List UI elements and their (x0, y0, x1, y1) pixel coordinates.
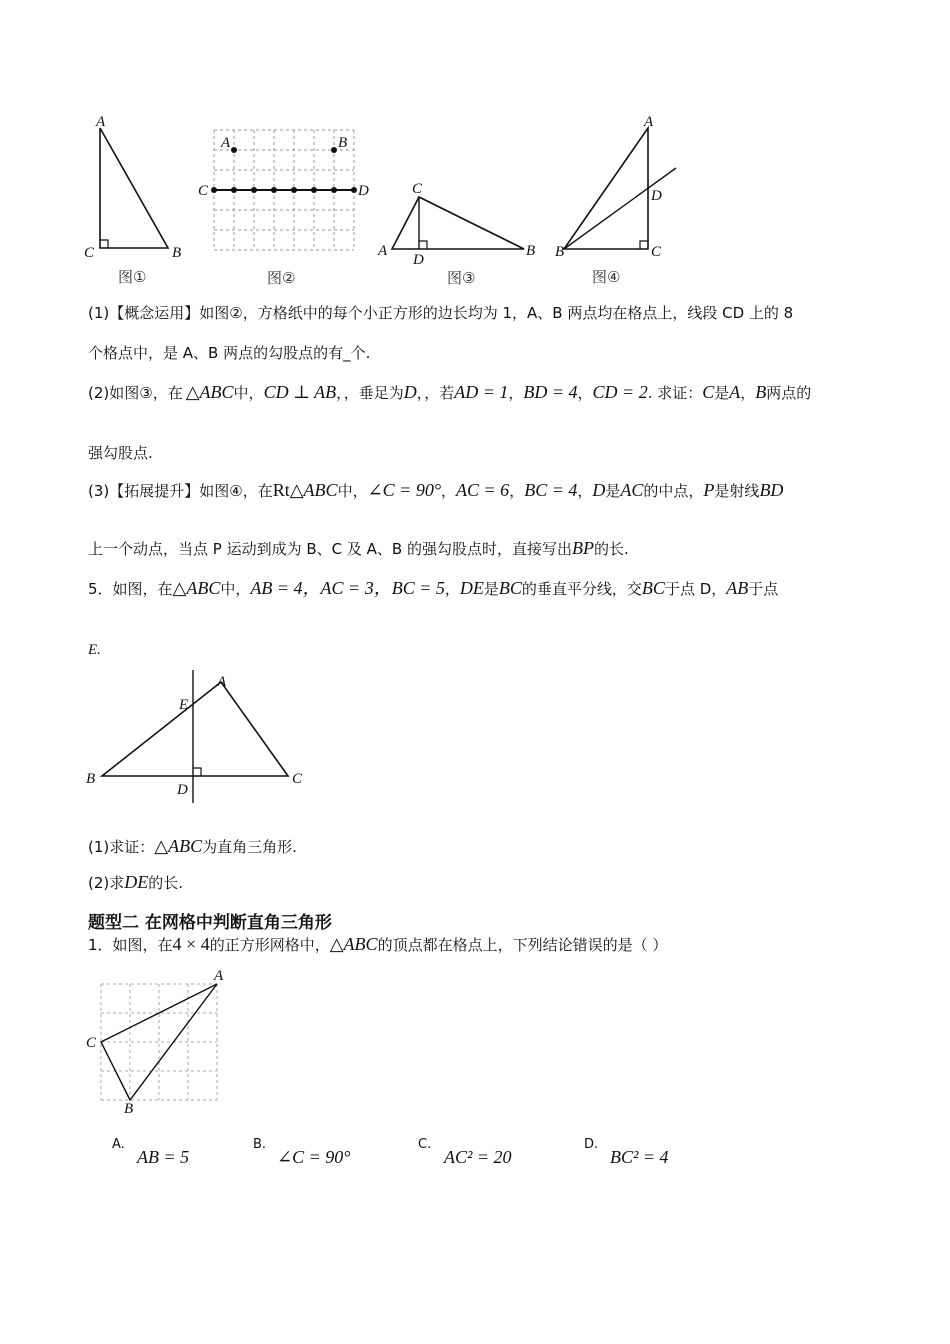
text: (2)如图③，在 (88, 384, 183, 402)
math-de: DE (459, 578, 484, 598)
math-perp: CD ⊥ AB (263, 382, 337, 402)
label-a: A (214, 968, 224, 984)
text: 的长. (148, 874, 184, 892)
math-bc: BC = 5 (391, 578, 445, 598)
math-bc2: BC (498, 578, 522, 598)
math-de: DE (124, 872, 149, 892)
caption-fig4: 图④ (592, 268, 621, 286)
right-angle-mark (100, 240, 108, 248)
text: 5．如图，在 (88, 580, 173, 598)
option-d-key[interactable]: D. (584, 1137, 599, 1152)
option-c-value[interactable]: AC² = 20 (444, 1147, 512, 1167)
math-ac: AC = 3， (320, 578, 392, 598)
q4-part3-line1: (3)【拓展提升】如图④，在Rt△ABC中，∠C = 90°，AC = 6，BC = 4，D是AC的中点，P是射线BD (88, 480, 784, 500)
q4-part1-line2: 个格点中，是 A、B 两点的勾股点的有_个. (88, 344, 371, 362)
math-cd: CD = 2 (592, 382, 648, 402)
math-a: A (729, 382, 741, 402)
q5-line2: E. (88, 642, 101, 658)
math-grid: 4 × 4 (172, 934, 210, 954)
figure-3 (375, 175, 545, 290)
math-triangle: △ABC (172, 578, 221, 598)
q5-sub2 (88, 872, 183, 893)
q4-part3-line2 (88, 538, 629, 559)
label-b: B (86, 771, 96, 787)
text: 1．如图，在 (88, 936, 173, 954)
math-d: D (403, 382, 417, 402)
math-bd: BD (759, 480, 784, 500)
label-a: A (378, 243, 388, 259)
label-a: A (644, 114, 654, 130)
right-angle-mark (640, 241, 648, 249)
math-c: C (702, 382, 715, 402)
text: 上一个动点，当点 P 运动到成为 B、C 及 A、B 的强勾股点时，直接写出 (88, 540, 572, 558)
label-c: C (412, 181, 423, 197)
triangle-abc (100, 128, 168, 248)
right-angle-mark (193, 768, 201, 776)
label-d: D (413, 252, 424, 268)
caption-fig1: 图① (118, 268, 147, 286)
label-c: C (84, 245, 95, 261)
label-c: C (292, 771, 303, 787)
label-c: C (86, 1035, 97, 1051)
text: 于点 D， (664, 580, 727, 598)
math-triangle: △ABC (289, 480, 338, 500)
text: ，垂足为 (343, 384, 404, 402)
label-e: E (179, 697, 189, 713)
text: 为直角三角形. (202, 838, 297, 856)
label-b: B (338, 135, 348, 151)
q4-part2-line1: (2)如图③，在 △ABC中，CD ⊥ AB，，垂足为D，，若AD = 1，BD = 4，CD = 2. 求证：C是A，B两点的 (88, 382, 812, 402)
option-b-key[interactable]: B. (253, 1137, 267, 1152)
option-b-value[interactable]: ∠C = 90° (277, 1147, 351, 1167)
math-ac: AC = 6 (456, 480, 510, 500)
math-triangle: △ABC (185, 382, 234, 402)
section-title: 题型二 在网格中判断直角三角形 (88, 913, 332, 933)
math-b: B (755, 382, 767, 402)
text: (2)求 (88, 874, 125, 892)
text: 于点 (748, 580, 779, 598)
text: 中， (220, 580, 251, 598)
math-ab: AB = 4， (250, 578, 321, 598)
text: 是射线 (714, 482, 760, 500)
text: 是 (605, 482, 621, 500)
caption-fig2: 图② (267, 269, 296, 287)
option-c-key[interactable]: C. (418, 1137, 432, 1152)
math-bp: BP (571, 538, 594, 558)
label-a: A (217, 674, 227, 690)
math-triangle: △ABC (329, 934, 378, 954)
q5-line1: 5．如图，在△ABC中，AB = 4，AC = 3，BC = 5，DE是BC的垂直平分线，交BC于点 D，AB于点 (88, 578, 779, 598)
q4-part2-line2: 强勾股点. (88, 444, 153, 462)
text: 中， (233, 384, 264, 402)
text: (1)求证： (88, 838, 155, 856)
label-a: A (221, 135, 231, 151)
label-d: D (358, 183, 369, 199)
text: 的长. (593, 540, 629, 558)
label-d: D (651, 188, 662, 204)
ray-bd (564, 168, 676, 249)
math-d: D (592, 480, 606, 500)
option-a-value[interactable]: AB = 5 (137, 1147, 190, 1167)
text: (3)【拓展提升】如图④，在 (88, 482, 273, 500)
figure-1 (80, 110, 190, 285)
figure-6 (80, 965, 240, 1120)
text: . 求证： (647, 384, 703, 402)
label-c: C (198, 183, 209, 199)
text: 是 (483, 580, 499, 598)
text: ，若 (424, 384, 455, 402)
triangle-abc (102, 682, 288, 776)
math-p: P (703, 480, 715, 500)
triangle-abc (564, 128, 648, 249)
math-rt: Rt (272, 480, 290, 500)
label-c: C (651, 244, 662, 260)
math-bc3: BC (641, 578, 665, 598)
label-b: B (555, 244, 565, 260)
triangle-abc (392, 197, 524, 249)
grid (101, 984, 217, 1100)
label-b: B (172, 245, 182, 261)
math-bc: BC = 4 (524, 480, 578, 500)
right-angle-mark (419, 241, 427, 249)
label-a: A (96, 114, 106, 130)
math-triangle: △ABC (154, 836, 203, 856)
option-d-value[interactable]: BC² = 4 (610, 1147, 669, 1167)
figure-2 (195, 125, 385, 290)
q4-part1-line1: (1)【概念运用】如图②，方格纸中的每个小正方形的边长均为 1，A、B 两点均在格点上，线段 CD 上的 8 (88, 304, 794, 322)
math-bd: BD = 4 (523, 382, 578, 402)
s2-q1-stem (88, 934, 667, 955)
text: 的顶点都在格点上，下列结论错误的是（ ） (377, 936, 668, 954)
q5-sub1 (88, 836, 297, 857)
math-ad: AD = 1 (454, 382, 509, 402)
text: 中， (337, 482, 368, 500)
option-a-key[interactable]: A. (112, 1137, 125, 1152)
caption-fig3: 图③ (447, 269, 476, 287)
label-b: B (124, 1101, 134, 1117)
text: 的中点， (643, 482, 704, 500)
math-ab2: AB (726, 578, 749, 598)
text: 是 (714, 384, 730, 402)
label-d: D (177, 782, 188, 798)
math-angle: ∠C = 90° (367, 480, 442, 500)
figure-5 (80, 665, 320, 810)
label-b: B (526, 243, 536, 259)
text: 两点的 (766, 384, 812, 402)
text: 的垂直平分线，交 (521, 580, 642, 598)
math-ac2: AC (620, 480, 644, 500)
figure-4 (550, 110, 690, 290)
text: 的正方形网格中， (209, 936, 330, 954)
